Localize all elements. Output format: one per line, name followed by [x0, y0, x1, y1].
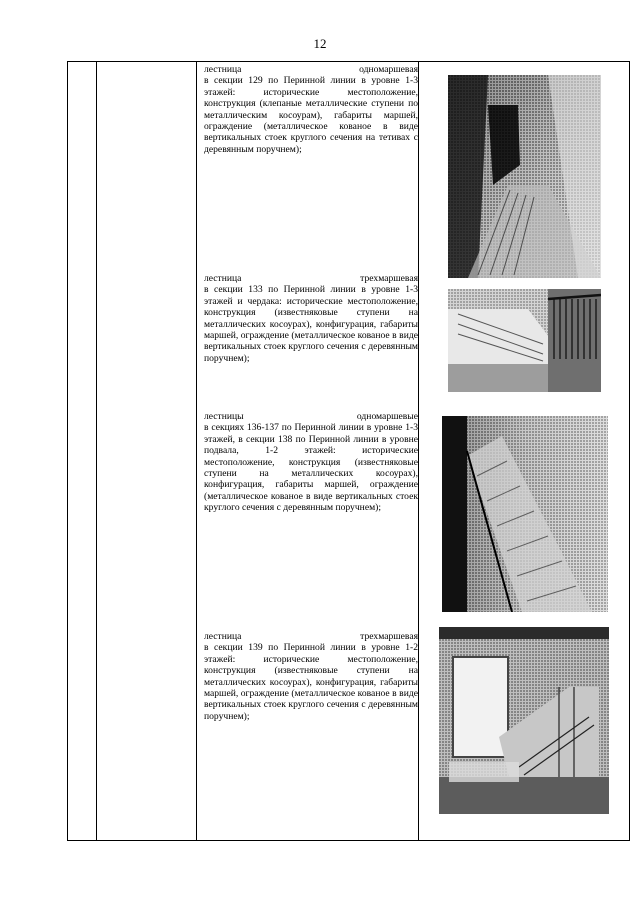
- stair-description-1: лестница одномаршевая в секции 129 по Перинной линии в уровне 1-3 этажей: исторические местоположение, конструкция (клепаные металлические ступени по металлическим косоурам), габариты маршей, ограждение (металлическое кованое в виде вертикальных стоек круглого сечения на тетивах с деревянным поручнем);: [204, 64, 418, 155]
- stair-photo-3: [442, 416, 608, 612]
- page-number: 12: [313, 36, 327, 51]
- stair-description-3: лестницы одномаршевые в секциях 136-137 по Перинной линии в уровне 1-3 этажей, в секции 138 по Перинной линии в уровне подвала, 1-2 этажей: исторические местоположение, конструкция (известняковые ступени на металлических косоурах), конфигурация, габариты маршей, ограждение (металлическое кованое в виде вертикальных стоек круглого сечения с деревянным поручнем);: [204, 411, 418, 514]
- register-table: [67, 61, 630, 841]
- stair-photo-2: [448, 289, 601, 392]
- column-divider: [96, 62, 97, 840]
- column-divider: [418, 62, 419, 840]
- stair-description-4: лестница трехмаршевая в секции 139 по Перинной линии в уровне 1-2 этажей: исторические местоположение, конструкция (известняковые ступени на металлических косоурах), конфигурация, габариты маршей, ограждение (металлическое кованое в виде вертикальных стоек круглого сечения с деревянным поручнем);: [204, 631, 418, 722]
- column-divider: [196, 62, 197, 840]
- stair-photo-1: [448, 75, 601, 278]
- stair-photo-4: [439, 627, 609, 814]
- stair-description-2: лестница трехмаршевая в секции 133 по Перинной линии в уровне 1-3 этажей и чердака: исторические местоположение, конструкция (известняковые ступени на металлических косоурах), конфигурация, габариты маршей, ограждение (металлическое кованое в виде вертикальных стоек круглого сечения с деревянным поручнем);: [204, 273, 418, 364]
